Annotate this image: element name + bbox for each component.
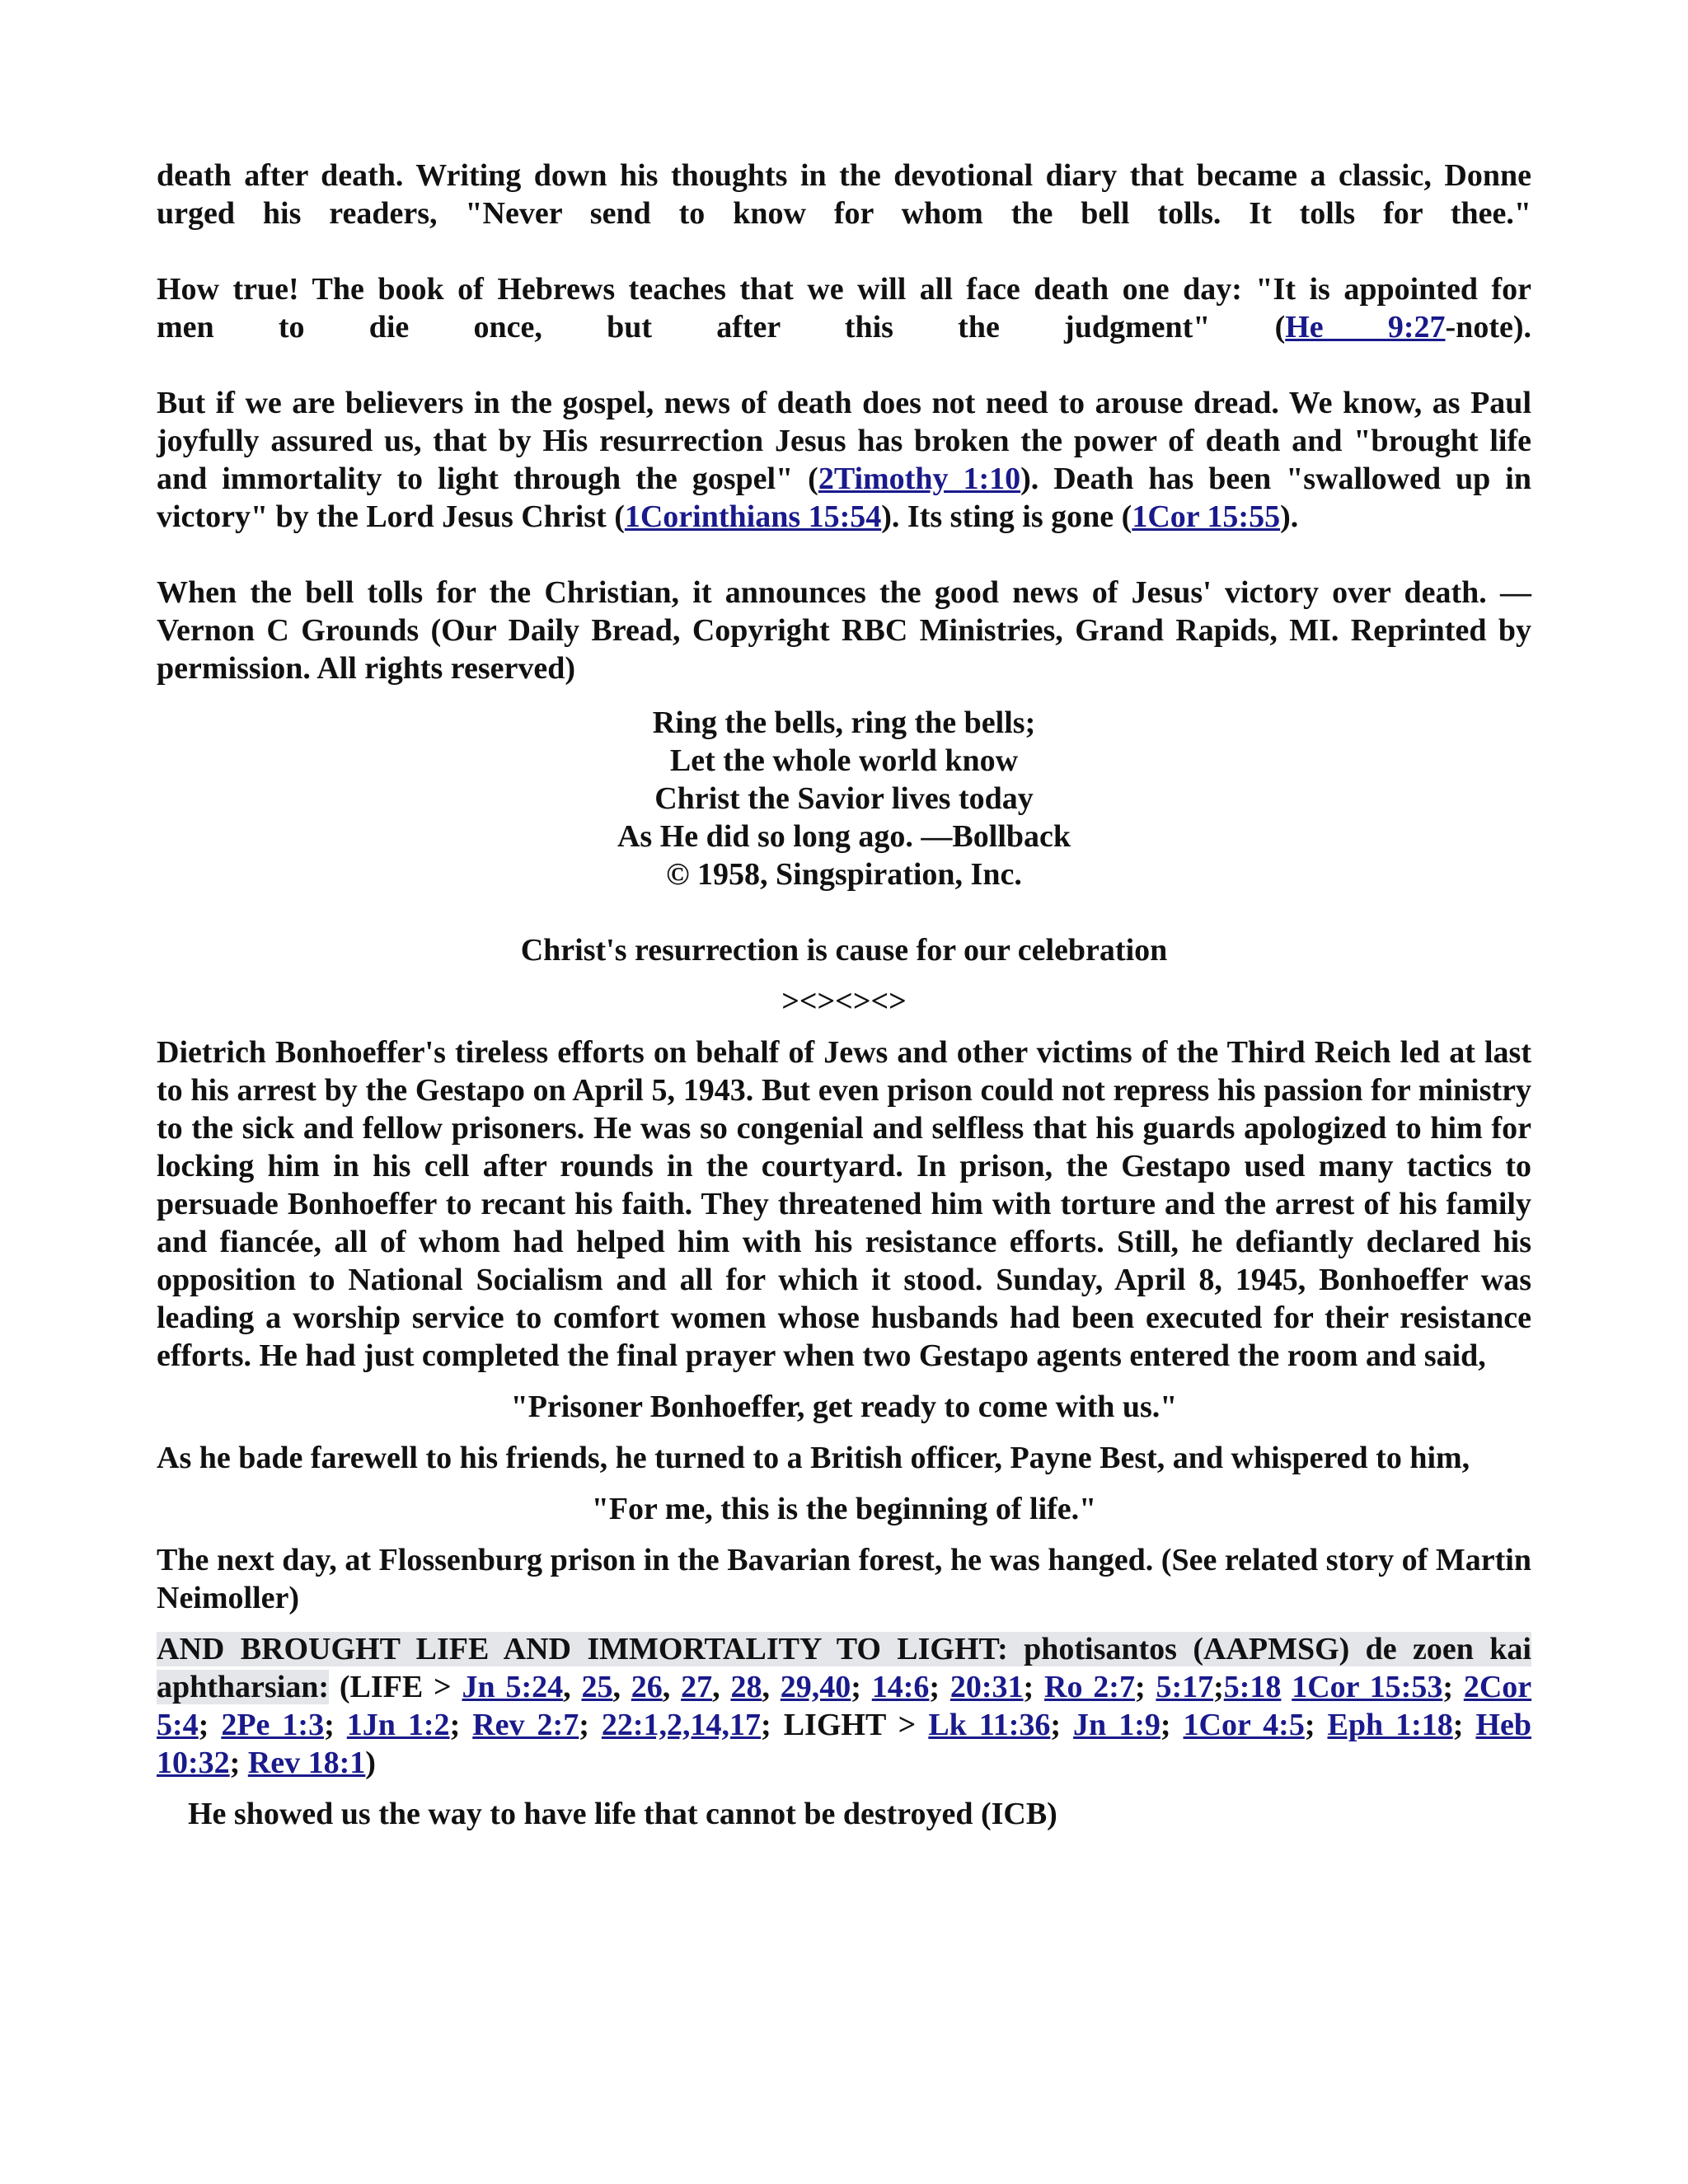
poem-line: Let the whole world know: [669, 743, 1019, 778]
section-heading: Christ's resurrection is cause for our celebration: [520, 933, 1168, 968]
ref-link[interactable]: Eph 1:18: [1327, 1708, 1453, 1742]
ref-link[interactable]: 1Cor 15:53: [1292, 1670, 1443, 1704]
light-prefix: ; LIGHT >: [761, 1708, 929, 1742]
ref-link[interactable]: 28: [730, 1670, 762, 1704]
ref-link[interactable]: Heb 10:32: [157, 1708, 1532, 1780]
link-1corinthians-15-54[interactable]: 1Corinthians 15:54: [624, 499, 882, 534]
paragraph-bonhoeffer: Dietrich Bonhoeffer's tireless efforts on behalf of Jews and other victims of the Third Reich led at last to his arrest by the Gestapo on April 5, 1943. But even prison could not repress his passion for ministry to the sick and fellow prisoners. He was so congenial and selfless that his guards apologized to him for locking him in his cell after rounds in the courtyard. In prison, the Gestapo used many tactics to persuade Bonhoeffer to recant his faith. They threatened him with torture and the arrest of his family and fiancée, all of whom had helped him with his resistance efforts. Still, he defiantly declared his opposition to National Socialism and all for which it stood. Sunday, April 8, 1945, Bonhoeffer was leading a worship service to comfort women whose husbands had been executed for their resistance efforts. He had just completed the final prayer when two Gestapo agents entered the room and said,: [157, 1035, 1531, 1373]
ref-link[interactable]: Jn 1:9: [1073, 1708, 1160, 1742]
paragraph-hebrews-line1: How true! The book of Hebrews teaches that we will all face death one day: "It is appointed for: [157, 272, 1531, 307]
ref-link[interactable]: 1Cor 4:5: [1183, 1708, 1305, 1742]
life-prefix: (LIFE >: [329, 1670, 462, 1704]
ref-link[interactable]: 5:17: [1156, 1670, 1214, 1704]
link-2timothy-1-10[interactable]: 2Timothy 1:10: [818, 462, 1021, 496]
ref-link[interactable]: 1Jn 1:2: [346, 1708, 450, 1742]
paragraph-next-day: The next day, at Flossenburg prison in the Bavarian forest, he was hanged. (See related story of Martin Neimoller): [157, 1543, 1531, 1615]
link-he-9-27[interactable]: He 9:27: [1285, 310, 1446, 344]
separator: ><><><>: [781, 984, 907, 1019]
paragraph-believers: [157, 384, 1531, 536]
poem-line: As He did so long ago. —Bollback: [617, 819, 1071, 854]
quote-prisoner: "Prisoner Bonhoeffer, get ready to come with us.": [510, 1390, 1178, 1424]
poem-line: Christ the Savior lives today: [654, 781, 1034, 816]
poem-copyright: © 1958, Singspiration, Inc.: [666, 857, 1022, 892]
ref-link[interactable]: 20:31: [950, 1670, 1024, 1704]
hebrews-line2-text: men to die once, but after this the judgment" (: [157, 310, 1286, 344]
paragraph-icb: He showed us the way to have life that cannot be destroyed (ICB): [188, 1797, 1057, 1831]
paragraph-bell-tolls: When the bell tolls for the Christian, it announces the good news of Jesus' victory over death. — Vernon C Grounds (Our Daily Bread, Copyright RBC Ministries, Grand Rapids, MI. Reprinted by permission. All rights reserved): [157, 575, 1531, 686]
paragraph-donne-line1: death after death. Writing down his thoughts in the devotional diary that became a classic, Donne: [157, 158, 1531, 193]
ref-link[interactable]: 5:18: [1223, 1670, 1282, 1704]
believers-text-3: ). Its sting is gone (: [881, 499, 1132, 534]
believers-text-4: ).: [1280, 499, 1299, 534]
ref-link[interactable]: Lk 11:36: [928, 1708, 1051, 1742]
link-1cor-15-55[interactable]: 1Cor 15:55: [1132, 499, 1281, 534]
ref-link[interactable]: 27: [681, 1670, 713, 1704]
believers-text-1: But if we are believers in the gospel, news of death does not need to arouse dread. We know, as Paul joyfully assured us, that by His resurrection Jesus has broken the power of death and "brought life and immortality to light through the gospel" (: [157, 386, 1531, 496]
believers-text-2: ). Death has been "swallowed up in victory" by the Lord Jesus Christ (: [157, 462, 1531, 534]
paragraph-life-immortality: AND BROUGHT LIFE AND IMMORTALITY TO LIGHT: photisantos (AAPMSG) de zoen kai aphtharsian: (LIFE > Jn 5:24, 25, 26, 27, 28, 29,40; 14:6; 20:31; Ro 2:7; 5:17;5:18 1Cor 15:53; 2Cor 5:4; 2Pe 1:3; 1Jn 1:2; Rev 2:7; 22:1,2,14,17; LIGHT > Lk 11:36; Jn 1:9; 1Cor 4:5; Eph 1:18; Heb 10:32; Rev 18:1): [157, 1632, 1532, 1780]
section-close: ): [365, 1746, 376, 1780]
ref-link[interactable]: Jn 5:24: [462, 1670, 564, 1704]
ref-link[interactable]: 2Cor 5:4: [157, 1670, 1532, 1742]
highlighted-heading: AND BROUGHT LIFE AND IMMORTALITY TO LIGHT: photisantos (AAPMSG) de zoen kai aphtharsian:: [157, 1632, 1531, 1704]
ref-link[interactable]: 29,40: [780, 1670, 851, 1704]
poem: [157, 704, 1531, 893]
ref-link[interactable]: 25: [581, 1670, 613, 1704]
hebrews-line2-tail: -note).: [1445, 310, 1531, 344]
ref-link[interactable]: Rev 2:7: [472, 1708, 579, 1742]
ref-link[interactable]: 2Pe 1:3: [221, 1708, 325, 1742]
paragraph-farewell: As he bade farewell to his friends, he turned to a British officer, Payne Best, and whispered to him,: [157, 1441, 1470, 1475]
paragraph-hebrews-line2: [157, 308, 1531, 346]
ref-link[interactable]: Rev 18:1: [247, 1746, 366, 1780]
poem-line: Ring the bells, ring the bells;: [652, 705, 1036, 740]
ref-link[interactable]: 26: [631, 1670, 663, 1704]
document-page: [157, 157, 1531, 1833]
ref-link[interactable]: 22:1,2,14,17: [601, 1708, 762, 1742]
quote-beginning-of-life: "For me, this is the beginning of life.": [591, 1492, 1097, 1526]
ref-link[interactable]: Ro 2:7: [1044, 1670, 1135, 1704]
paragraph-donne-line2: urged his readers, "Never send to know for whom the bell tolls. It tolls for thee.": [157, 196, 1531, 231]
ref-link[interactable]: 14:6: [871, 1670, 930, 1704]
